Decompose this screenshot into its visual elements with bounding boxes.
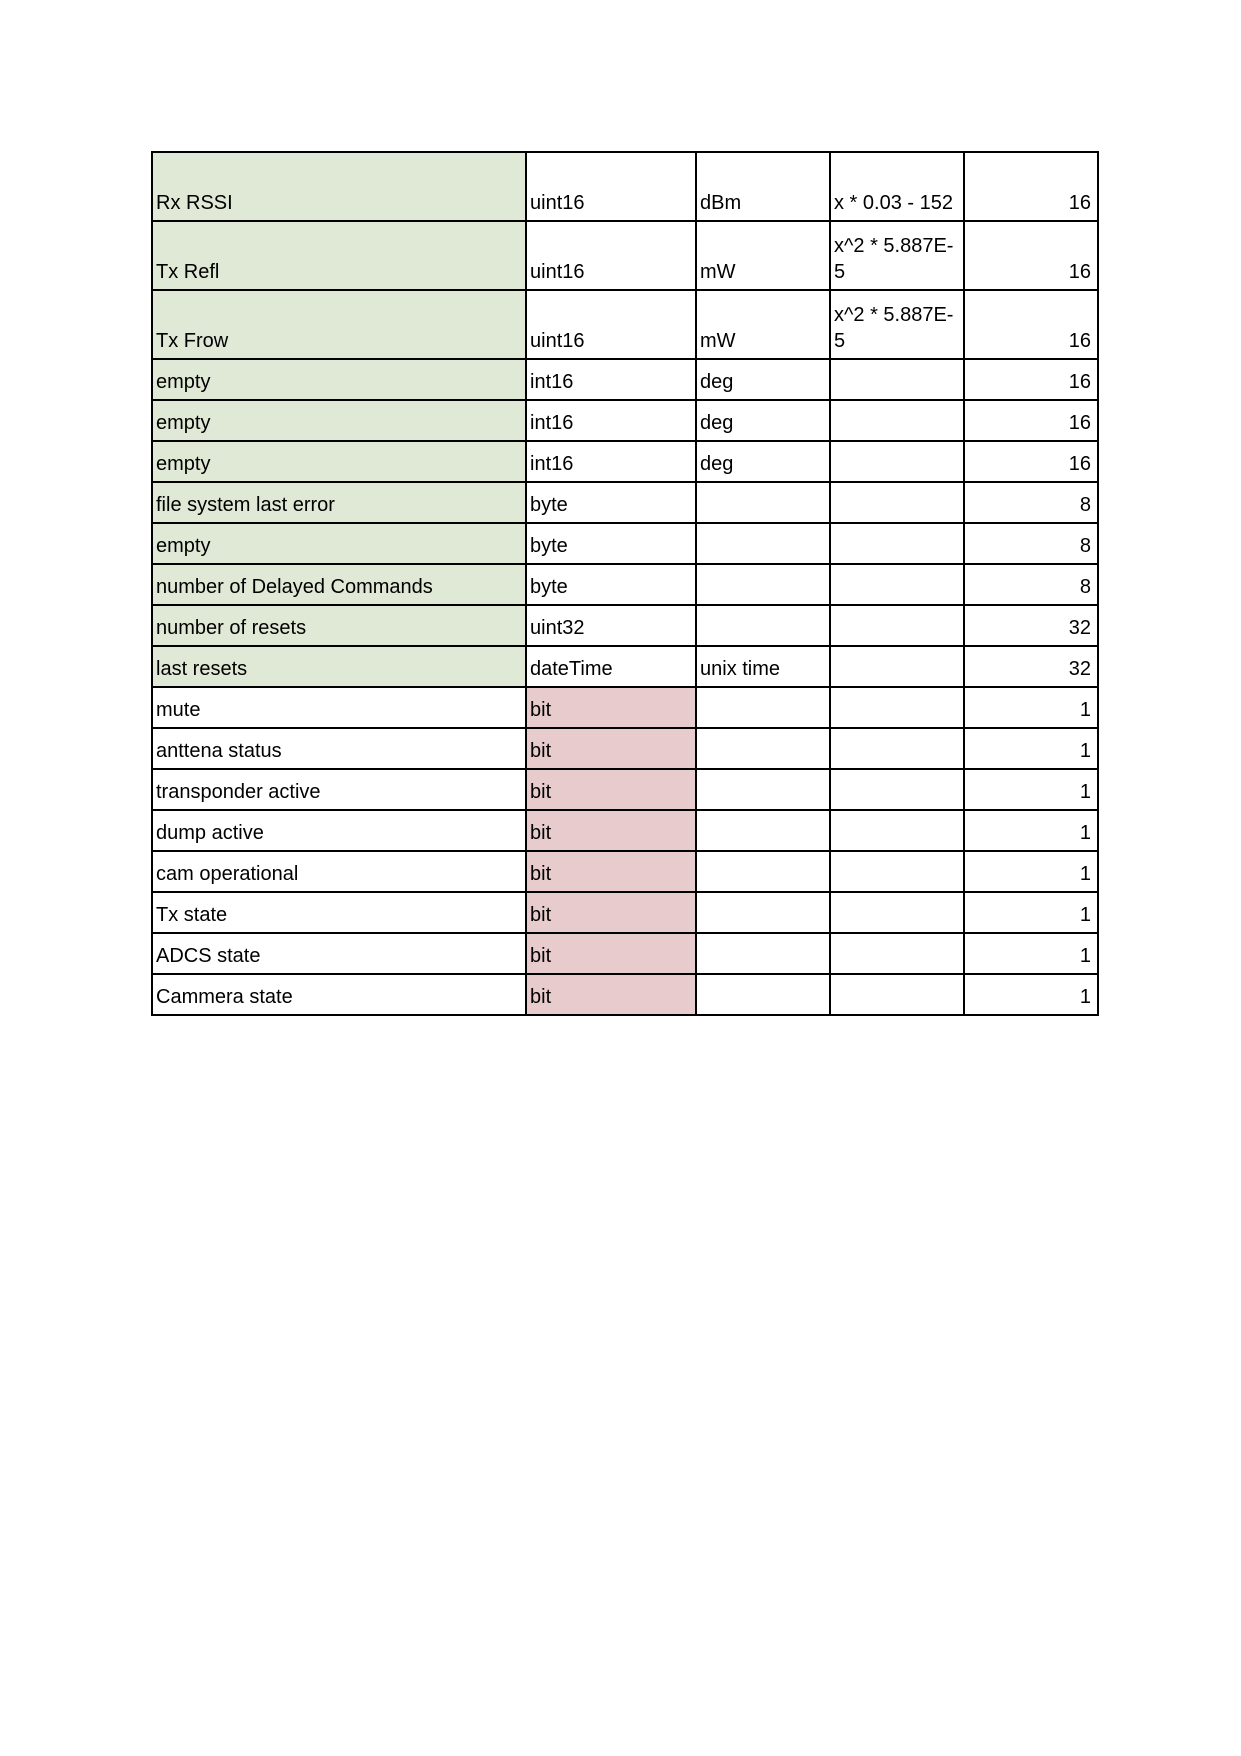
data-type-cell: int16 [526,441,696,482]
field-name-cell: Cammera state [152,974,526,1015]
bit-size-cell: 8 [964,523,1098,564]
data-type-cell: bit [526,933,696,974]
data-type-cell: bit [526,892,696,933]
unit-cell [696,564,830,605]
data-type-cell: bit [526,687,696,728]
table-row [152,728,1098,769]
telemetry-table [151,151,1099,1016]
bit-size-cell: 16 [964,441,1098,482]
data-type-cell: dateTime [526,646,696,687]
conversion-formula-cell [830,810,964,851]
field-name-cell: empty [152,359,526,400]
data-type-cell: uint32 [526,605,696,646]
bit-size-cell: 1 [964,728,1098,769]
field-name-cell: Tx Frow [152,290,526,359]
data-type-cell: uint16 [526,290,696,359]
unit-cell [696,769,830,810]
table-row [152,933,1098,974]
unit-cell [696,810,830,851]
unit-cell: deg [696,400,830,441]
conversion-formula-cell: x * 0.03 - 152 [830,152,964,221]
telemetry-table-body [152,152,1098,1015]
data-type-cell: byte [526,523,696,564]
bit-size-cell: 1 [964,892,1098,933]
data-type-cell: int16 [526,359,696,400]
data-type-cell: bit [526,728,696,769]
field-name-cell: cam operational [152,851,526,892]
field-name-cell: file system last error [152,482,526,523]
bit-size-cell: 32 [964,646,1098,687]
unit-cell [696,605,830,646]
conversion-formula-cell [830,359,964,400]
conversion-formula-cell [830,769,964,810]
table-row [152,646,1098,687]
conversion-formula-cell [830,851,964,892]
conversion-formula-cell [830,646,964,687]
conversion-formula-cell [830,482,964,523]
field-name-cell: Tx Refl [152,221,526,290]
conversion-formula-cell [830,892,964,933]
unit-cell [696,851,830,892]
table-row [152,290,1098,359]
conversion-formula-cell [830,400,964,441]
unit-cell [696,728,830,769]
conversion-formula-cell [830,933,964,974]
field-name-cell: empty [152,400,526,441]
bit-size-cell: 16 [964,152,1098,221]
field-name-cell: dump active [152,810,526,851]
bit-size-cell: 1 [964,687,1098,728]
bit-size-cell: 1 [964,974,1098,1015]
bit-size-cell: 32 [964,605,1098,646]
field-name-cell: last resets [152,646,526,687]
unit-cell [696,482,830,523]
table-row [152,892,1098,933]
table-row [152,441,1098,482]
data-type-cell: byte [526,564,696,605]
conversion-formula-cell [830,974,964,1015]
unit-cell [696,687,830,728]
unit-cell: mW [696,290,830,359]
unit-cell: dBm [696,152,830,221]
data-type-cell: bit [526,851,696,892]
bit-size-cell: 16 [964,221,1098,290]
bit-size-cell: 1 [964,851,1098,892]
field-name-cell: empty [152,441,526,482]
conversion-formula-cell [830,728,964,769]
bit-size-cell: 8 [964,482,1098,523]
bit-size-cell: 1 [964,810,1098,851]
unit-cell: deg [696,359,830,400]
field-name-cell: mute [152,687,526,728]
field-name-cell: Tx state [152,892,526,933]
table-row [152,482,1098,523]
table-row [152,974,1098,1015]
data-type-cell: uint16 [526,221,696,290]
table-row [152,687,1098,728]
table-row [152,564,1098,605]
conversion-formula-cell [830,523,964,564]
table-row [152,769,1098,810]
table-row [152,810,1098,851]
data-type-cell: int16 [526,400,696,441]
conversion-formula-cell [830,564,964,605]
field-name-cell: transponder active [152,769,526,810]
field-name-cell: empty [152,523,526,564]
table-row [152,221,1098,290]
field-name-cell: number of resets [152,605,526,646]
unit-cell: deg [696,441,830,482]
field-name-cell: ADCS state [152,933,526,974]
unit-cell [696,933,830,974]
data-type-cell: bit [526,974,696,1015]
conversion-formula-cell [830,605,964,646]
bit-size-cell: 16 [964,290,1098,359]
unit-cell [696,892,830,933]
data-type-cell: bit [526,769,696,810]
bit-size-cell: 16 [964,359,1098,400]
bit-size-cell: 1 [964,933,1098,974]
table-row [152,851,1098,892]
field-name-cell: anttena status [152,728,526,769]
conversion-formula-cell [830,441,964,482]
unit-cell [696,523,830,564]
unit-cell: unix time [696,646,830,687]
bit-size-cell: 16 [964,400,1098,441]
bit-size-cell: 8 [964,564,1098,605]
field-name-cell: Rx RSSI [152,152,526,221]
data-type-cell: bit [526,810,696,851]
bit-size-cell: 1 [964,769,1098,810]
table-row [152,605,1098,646]
field-name-cell: number of Delayed Commands [152,564,526,605]
conversion-formula-cell: x^2 * 5.887E-5 [830,290,964,359]
table-row [152,523,1098,564]
data-type-cell: byte [526,482,696,523]
table-row [152,152,1098,221]
data-type-cell: uint16 [526,152,696,221]
unit-cell [696,974,830,1015]
conversion-formula-cell [830,687,964,728]
table-row [152,400,1098,441]
unit-cell: mW [696,221,830,290]
table-row [152,359,1098,400]
conversion-formula-cell: x^2 * 5.887E-5 [830,221,964,290]
